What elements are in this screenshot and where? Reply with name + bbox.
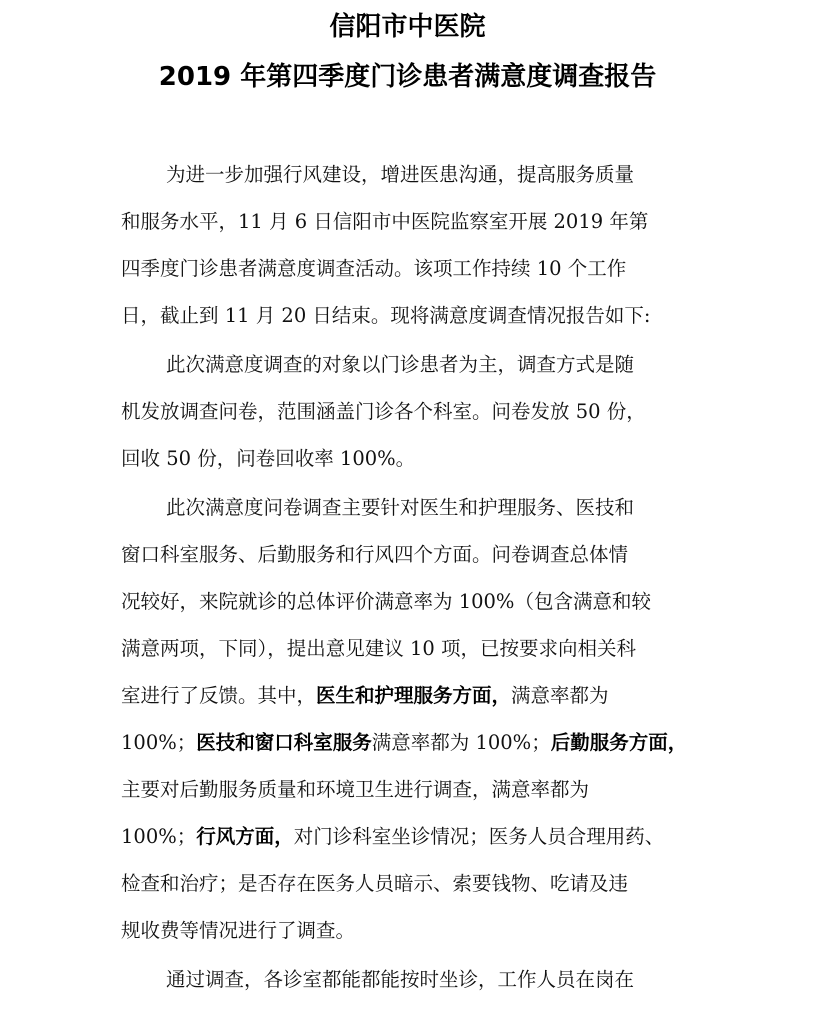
paragraph-2-line-3: 回收 50 份，问卷回收率 100%。: [121, 447, 416, 470]
paragraph-3-line-5: [121, 681, 609, 711]
text-span: 100%；: [121, 825, 197, 848]
paragraph-4-line-1: 通过调查，各诊室都能都能按时坐诊，工作人员在岗在: [166, 968, 635, 991]
bold-heading-conduct: 行风方面，: [196, 825, 294, 848]
text-span: 满意率都为 100%；: [371, 731, 551, 754]
paragraph-3-line-8: [121, 822, 664, 852]
paragraph-3-line-7: 主要对后勤服务质量和环境卫生进行调查，满意率都为: [121, 778, 590, 801]
text-span: 室进行了反馈。其中，: [121, 684, 317, 707]
paragraph-3-line-4: 满意两项，下同），提出意见建议 10 项，已按要求向相关科: [121, 637, 636, 660]
bold-heading-logistics: 后勤服务方面，: [550, 731, 688, 754]
text-span: 对门诊科室坐诊情况；医务人员合理用药、: [293, 825, 665, 848]
text-span: 100%；: [121, 731, 197, 754]
document-title-report: 2019 年第四季度门诊患者满意度调查报告: [158, 62, 657, 92]
paragraph-2-line-2: 机发放调查问卷，范围涵盖门诊各个科室。问卷发放 50 份，: [121, 400, 646, 423]
paragraph-1-line-2: 和服务水平，11 月 6 日信阳市中医院监察室开展 2019 年第: [121, 210, 649, 233]
paragraph-3-line-1: 此次满意度问卷调查主要针对医生和护理服务、医技和: [166, 496, 635, 519]
paragraph-2-line-1: 此次满意度调查的对象以门诊患者为主，调查方式是随: [166, 353, 635, 376]
paragraph-1-line-4: 日，截止到 11 月 20 日结束。现将满意度调查情况报告如下:: [121, 304, 651, 327]
paragraph-1-line-3: 四季度门诊患者满意度调查活动。该项工作持续 10 个工作: [121, 257, 627, 280]
bold-heading-tech-window: 医技和窗口科室服务: [196, 731, 372, 754]
paragraph-3-line-10: 规收费等情况进行了调查。: [121, 919, 356, 942]
text-span: 满意率都为: [511, 684, 609, 707]
document-title-hospital: 信阳市中医院: [329, 12, 486, 42]
paragraph-1-line-1: 为进一步加强行风建设，增进医患沟通，提高服务质量: [166, 163, 635, 186]
paragraph-3-line-2: 窗口科室服务、后勤服务和行风四个方面。问卷调查总体情: [121, 543, 629, 566]
bold-heading-medical-nursing: 医生和护理服务方面，: [316, 684, 512, 707]
paragraph-3-line-3: 况较好，来院就诊的总体评价满意率为 100%（包含满意和较: [121, 590, 651, 613]
paragraph-3-line-6: [121, 728, 687, 758]
paragraph-3-line-9: 检查和治疗；是否存在医务人员暗示、索要钱物、吃请及违: [121, 872, 629, 895]
